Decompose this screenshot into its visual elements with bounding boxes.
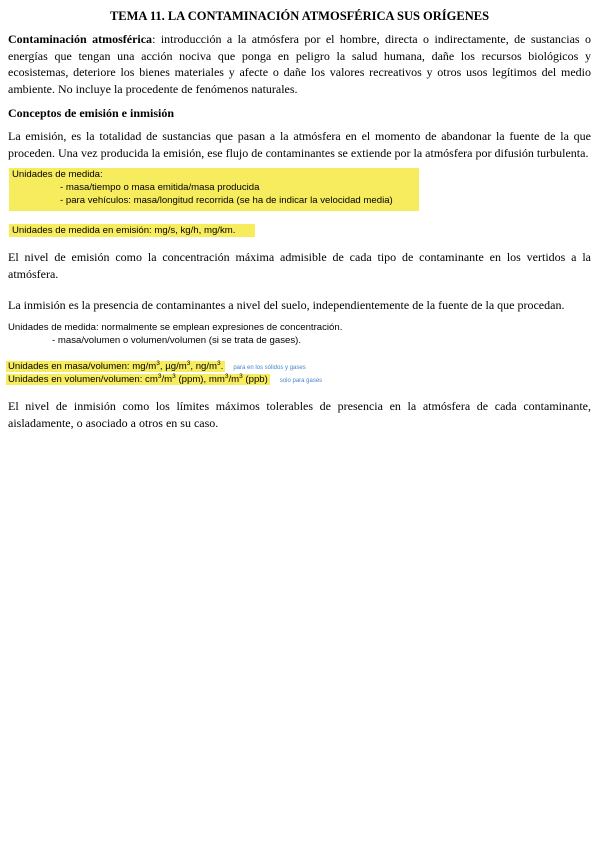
emision-units-box: [9, 168, 419, 211]
emision-units-line-box: [9, 224, 255, 237]
masa-volumen-note: para en los sólidos y gases: [233, 365, 306, 371]
inmision-units: [8, 321, 342, 347]
definition-text: : introducción a la atmósfera por el hombre, directa o indirectamente, de sustancias o energías que tengan una acción nociva que ponga en peligro la salud humana, dañe los recursos biológicos y ecosistemas, deteriore los bienes materiales y afecte o dañe los valores recreativos y otros usos legítimos del medio ambiente. No incluye la procedente de fenómenos naturales.: [8, 32, 591, 96]
emision-units-item-2: - para vehículos: masa/longitud recorrida (se ha de indicar la velocidad media): [60, 195, 393, 206]
volumen-volumen-row: [6, 373, 322, 388]
inmision-paragraph: La inmisión es la presencia de contaminantes a nivel del suelo, independientemente de la fuente de la que procedan.: [8, 298, 565, 312]
emision-units-item-1: - masa/tiempo o masa emitida/masa producida: [60, 182, 260, 193]
inmision-units-heading: Unidades de medida: normalmente se emplean expresiones de concentración.: [8, 322, 343, 333]
volumen-volumen-note: solo para gases: [279, 378, 323, 384]
nivel-emision-paragraph: El nivel de emisión como la concentración máxima admisible de cada tipo de contaminante en los vertidos a la atmósfera.: [8, 250, 591, 281]
masa-volumen-label: Unidades en masa/volumen: $mg/m^3$, $\mu g/m^3$, $ng/m^3$.: [8, 359, 224, 372]
definition-paragraph: [8, 31, 591, 97]
emision-paragraph: La emisión, es la totalidad de sustancias que pasan a la atmósfera en el momento de abandonar la fuente de la que proceden. Una vez producida la emisión, ese flujo de contaminantes se extiende por la atmósfera por difusión turbulenta.: [8, 129, 591, 160]
emision-units-heading: Unidades de medida:: [12, 169, 103, 180]
section-heading: Conceptos de emisión e inmisión: [8, 106, 175, 120]
document-title: TEMA 11. LA CONTAMINACIÓN ATMOSFÉRICA SUS ORÍGENES: [109, 9, 490, 23]
nivel-inmision-paragraph: El nivel de inmisión como los límites máximos tolerables de presencia en la atmósfera de cada contaminante, aisladamente, o asociado a otros en su caso.: [8, 399, 591, 430]
volumen-volumen-label: Unidades en volumen/volumen: $cm^3/m^3$ (ppm), $mm^3/m^3$ (ppb): [8, 372, 268, 385]
emision-units-line: Unidades de medida en emisión: mg/s, kg/h, mg/km.: [12, 225, 236, 236]
inmision-units-item: - masa/volumen o volumen/volumen (si se trata de gases).: [52, 335, 302, 346]
definition-term: Contaminación atmosférica: [8, 32, 153, 46]
